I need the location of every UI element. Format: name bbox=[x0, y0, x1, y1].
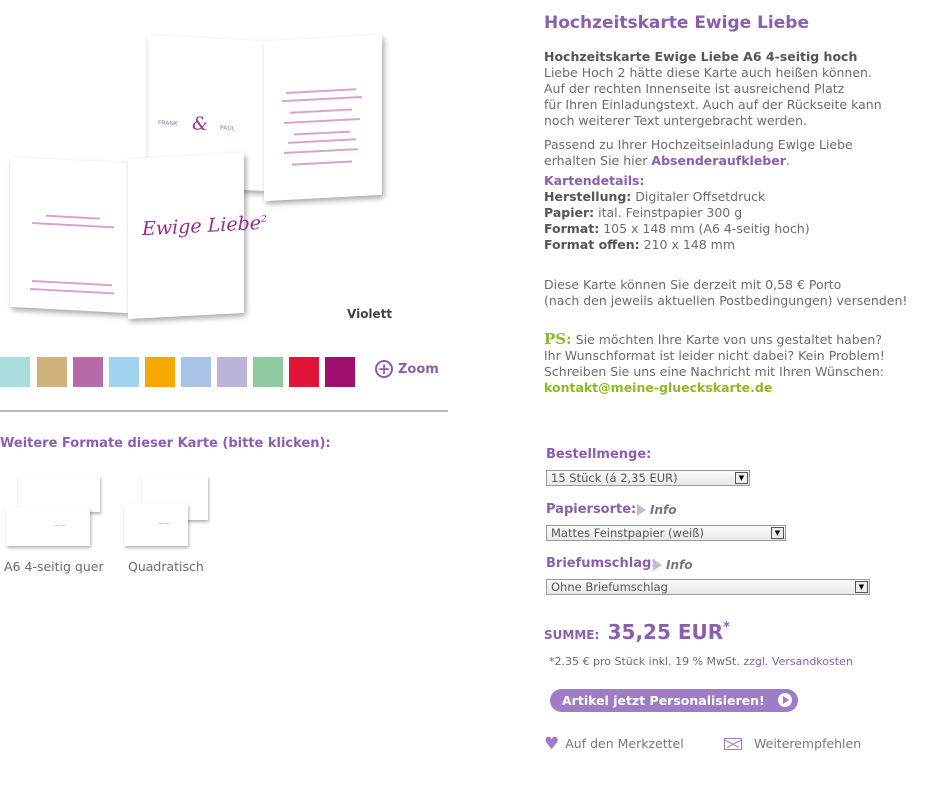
info-label: Info bbox=[666, 558, 693, 572]
chevron-down-icon: ▼ bbox=[771, 527, 784, 539]
personalize-label: Artikel jetzt Personalisieren! bbox=[562, 693, 765, 708]
desc-line: Liebe Hoch 2 hätte diese Karte auch heißen können. bbox=[544, 65, 872, 80]
papier-info-link[interactable] bbox=[637, 503, 676, 517]
product-subtitle: Hochzeitskarte Ewige Liebe A6 4-seitig hoch bbox=[544, 49, 858, 64]
menge-label: Bestellmenge: bbox=[546, 447, 652, 462]
card-inner-right bbox=[264, 35, 382, 201]
vat-note: *2.35 € pro Stück inkl. 19 % MwSt. bbox=[549, 655, 744, 668]
spec-row bbox=[544, 205, 929, 221]
empfehlen-label: Weiterempfehlen bbox=[754, 736, 862, 751]
contact-email-link[interactable]: kontakt@meine-glueckskarte.de bbox=[544, 380, 773, 395]
porto-line: Diese Karte können Sie derzeit mit 0,58 € Porto bbox=[544, 277, 842, 292]
spec-row bbox=[544, 237, 929, 253]
inner-name-right: PAUL bbox=[220, 124, 236, 133]
kartendetails-heading: Kartendetails: bbox=[544, 173, 645, 188]
absenderaufkleber-link[interactable]: Absenderaufkleber bbox=[651, 153, 786, 168]
info-label: Info bbox=[650, 503, 677, 517]
spec-key: Format offen: bbox=[544, 237, 640, 252]
passend-period: . bbox=[785, 153, 790, 168]
spec-value: 105 x 148 mm (A6 4-seitig hoch) bbox=[599, 221, 810, 236]
heart-icon: ♥ bbox=[544, 733, 560, 754]
zzgl-link[interactable]: zzgl. bbox=[743, 655, 769, 668]
color-swatch[interactable] bbox=[109, 357, 139, 387]
color-swatch[interactable] bbox=[289, 357, 319, 387]
color-swatch[interactable] bbox=[325, 357, 355, 387]
color-swatch[interactable] bbox=[0, 357, 30, 387]
weiterempfehlen-link[interactable] bbox=[724, 736, 861, 751]
inner-name-left: FRANK bbox=[158, 119, 178, 128]
color-label: Violett bbox=[347, 307, 393, 321]
product-image bbox=[0, 30, 400, 330]
umschlag-label: Briefumschlag: bbox=[546, 556, 657, 571]
divider bbox=[0, 410, 448, 412]
envelope-select-value: Ohne Briefumschlag bbox=[551, 580, 668, 594]
format-thumb-a6-quer[interactable]: ~~ A6 4-seitig quer bbox=[4, 472, 104, 578]
chevron-down-icon: ▼ bbox=[735, 472, 748, 484]
quantity-select-value: 15 Stück (á 2,35 EUR) bbox=[551, 471, 678, 485]
personalize-button[interactable] bbox=[550, 689, 798, 712]
paper-select-value: Mattes Feinstpapier (weiß) bbox=[551, 526, 704, 540]
ps-text: Schreiben Sie uns eine Nachricht mit Ihren Wünschen: bbox=[544, 364, 884, 379]
papier-label: Papiersorte: bbox=[546, 502, 637, 517]
summe-label: SUMME: bbox=[544, 628, 600, 642]
desc-line: noch weiterer Text untergebracht werden. bbox=[544, 113, 807, 128]
card-back bbox=[10, 157, 128, 313]
spec-row bbox=[544, 221, 929, 237]
inner-ampersand: & bbox=[192, 113, 209, 136]
color-swatch[interactable] bbox=[217, 357, 247, 387]
passend-line: Passend zu Ihrer Hochzeitseinladung Ewige Liebe bbox=[544, 137, 853, 152]
merkzettel-link[interactable] bbox=[544, 733, 684, 754]
spec-key: Format: bbox=[544, 221, 600, 236]
envelope-icon bbox=[724, 738, 742, 750]
quantity-select[interactable] bbox=[546, 470, 750, 486]
color-swatch[interactable] bbox=[37, 357, 67, 387]
spec-value: 210 x 148 mm bbox=[639, 237, 736, 252]
summe-star: * bbox=[723, 620, 730, 635]
play-arrow-icon bbox=[778, 693, 792, 707]
envelope-select[interactable] bbox=[546, 579, 870, 595]
ps-label: PS: bbox=[544, 330, 572, 348]
versandkosten-link[interactable]: Versandkosten bbox=[771, 655, 853, 668]
spec-value: Digitaler Offsetdruck bbox=[631, 189, 766, 204]
color-swatch[interactable] bbox=[145, 357, 175, 387]
arrow-right-icon bbox=[637, 504, 646, 516]
desc-line: Auf der rechten Innenseite ist ausreichend Platz bbox=[544, 81, 845, 96]
zoom-label: Zoom bbox=[398, 361, 439, 377]
card-cover bbox=[128, 153, 267, 319]
color-swatch[interactable] bbox=[253, 357, 283, 387]
summe-value: 35,25 EUR bbox=[607, 620, 724, 644]
chevron-down-icon: ▼ bbox=[855, 581, 868, 593]
format-thumb-quadratisch[interactable]: ~~ Quadratisch bbox=[122, 472, 222, 578]
spec-list bbox=[544, 189, 929, 253]
umschlag-info-link[interactable] bbox=[653, 558, 692, 572]
ps-text: Ihr Wunschformat ist leider nicht dabei? Kein Problem! bbox=[544, 348, 885, 363]
desc-line: für Ihren Einladungstext. Auch auf der Rückseite kann bbox=[544, 97, 882, 112]
paper-select[interactable] bbox=[546, 525, 786, 541]
spec-value: ital. Feinstpapier 300 g bbox=[594, 205, 743, 220]
arrow-right-icon bbox=[653, 559, 662, 571]
spec-key: Papier: bbox=[544, 205, 595, 220]
product-title: Hochzeitskarte Ewige Liebe bbox=[544, 13, 809, 33]
merkzettel-label: Auf den Merkzettel bbox=[565, 736, 684, 751]
color-swatch[interactable] bbox=[181, 357, 211, 387]
spec-key: Herstellung: bbox=[544, 189, 632, 204]
formats-heading: Weitere Formate dieser Karte (bitte klicken): bbox=[0, 436, 331, 451]
cover-superscript: 2 bbox=[261, 214, 267, 225]
spec-row bbox=[544, 189, 929, 205]
porto-line: (nach den jeweils aktuellen Postbedingungen) versenden! bbox=[544, 293, 908, 308]
color-swatch[interactable] bbox=[73, 357, 103, 387]
zoom-plus-icon: + bbox=[375, 360, 393, 378]
ps-text: Sie möchten Ihre Karte von uns gestaltet haben? bbox=[571, 332, 882, 347]
format-label: Quadratisch bbox=[128, 559, 204, 574]
cover-script-text: Ewige Liebe bbox=[142, 212, 262, 241]
zoom-button[interactable] bbox=[375, 360, 439, 378]
format-label: A6 4-seitig quer bbox=[4, 559, 104, 574]
product-details bbox=[544, 12, 929, 396]
passend-text: erhalten Sie hier bbox=[544, 153, 652, 168]
